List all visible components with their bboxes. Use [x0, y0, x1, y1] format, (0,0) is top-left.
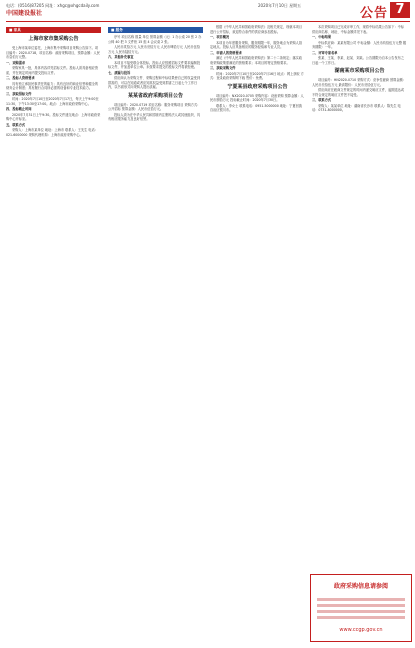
- body-paragraph: 本次采购项目已完成评审工作，现将中标结果公告如下：中标供应商名称、地址、中标金额详见下表。: [312, 25, 405, 34]
- column-2: [108, 25, 203, 645]
- ad-url[interactable]: www.ccgp.gov.cn: [339, 627, 383, 633]
- body-paragraph: 2020年7月31日上午9:30。投标文件递交地点：上海市政府采购中心开标室。: [6, 112, 101, 121]
- body-paragraph: 时间：2020年7月10日至2020年7月16日 地点：网上获取 方式：登录政府采购网下载 售价：免费。: [210, 71, 304, 80]
- columns-container: [6, 25, 410, 645]
- section-heading: 五、联系方式: [6, 122, 26, 127]
- page-header: [0, 0, 415, 14]
- section-heading: 六、其他补充事宜: [108, 55, 134, 59]
- article-headline: 宁夏某县政府采购项目公告: [227, 83, 288, 90]
- body-paragraph: 供应商认为采购文件、采购过程和中标结果使自己的权益受到损害的，可以在知道或者应知其权益受到损害之日起七个工作日内，以书面形式向采购人提出质疑。: [108, 76, 201, 89]
- section-title: 公告: [360, 6, 389, 21]
- body-paragraph: 中标供应商：某某有限公司 中标金额：人民币玖拾伍万元整 服务期限：一年。: [312, 40, 407, 49]
- page-number: 7: [390, 2, 410, 18]
- category-bar: ■ 服务: [108, 27, 203, 33]
- header-contact: 电话：(0516)87205 网址：xhgc@xhgcdaily.com: [6, 3, 100, 8]
- body-paragraph: 采购人：上海市某单位 地址：上海市 联系人：王先生 电话：021-6000000 采购代理机构：上海市政府采购中心。: [6, 128, 98, 137]
- body-paragraph: 受上海市某单位委托，上海市集中采购项目采购公告如下。项目编号：2020-0718，项目名称：政府采购项目，预算金额：人民币壹佰万元整。: [6, 46, 100, 59]
- body-paragraph: 项目编号：NX2020-0705 采购内容：设备采购 预算金额：人民币捌拾万元 投标截止时间：2020年7月30日。: [210, 93, 304, 102]
- header-rule: [6, 21, 410, 22]
- section-heading: 七、质疑与投诉: [108, 70, 131, 75]
- section-heading: 四、投标截止时间: [6, 107, 32, 111]
- category-bar: ■ 家具: [6, 27, 101, 33]
- section-heading: 二、评审专家名单: [312, 50, 338, 55]
- body-paragraph: 满足《中华人民共和国政府采购法》第二十二条规定；落实政府采购政策需满足的资格要求；本项目的特定资格要求。: [210, 56, 303, 65]
- section-heading: 三、获取采购文件: [210, 66, 236, 70]
- ad-box[interactable]: [310, 574, 412, 642]
- column-4: [312, 25, 407, 645]
- body-paragraph: 具有独立承担民事责任的能力；具有良好的商业信誉和健全的财务会计制度；具有履行合同所必需的设备和专业技术能力。: [6, 81, 99, 90]
- article-headline: 上海市家市集采购公告: [28, 36, 79, 42]
- body-paragraph: 时间：2020年7月10日至2020年7月17日，每天上午9:00至11:30，下午13:30至17:00。地点：上海市政府采购中心。: [6, 97, 99, 106]
- body-paragraph: 人民币贰拾万元 人民币叁拾万元 人民币肆拾万元 人民币伍拾万元 人民币陆拾万元。: [108, 45, 200, 54]
- body-paragraph: 本项目不接受联合体投标。投标人应按照招标文件要求编制投标文件，并加盖单位公章。未按要求提交的投标文件将被拒绝。: [108, 60, 201, 69]
- body-paragraph: 采购家具一批，具体内容详见招标文件。投标人须具备相应资质，并在规定时间内提交投标文件。: [6, 66, 99, 75]
- section-heading: 一、中标结果: [312, 35, 332, 39]
- section-heading: 三、联系方式: [312, 98, 332, 102]
- header-date: 2020年7月10日 星期五: [258, 3, 302, 8]
- body-paragraph: 联系人：李女士 联系电话：0951-5000000 地址：宁夏回族自治区银川市。: [210, 103, 303, 112]
- article-headline: 湖南某市采购项目公告: [334, 68, 385, 74]
- body-paragraph: 采购人：某某单位 地址：湖南省长沙市 联系人：陈先生 电话：0731-8000000。: [312, 103, 401, 112]
- body-paragraph: 本项目为年度服务采购，服务期限一年，服务地点为采购人指定地点。投标人应具备相应的服务经验和专业人员。: [210, 40, 303, 49]
- body-paragraph: 投标人须为在中华人民共和国境内注册的法人或其他组织，具有相应服务能力及良好信誉。: [108, 112, 201, 121]
- section-heading: 二、投标人资格要求: [6, 76, 35, 80]
- body-paragraph: 项目编号：2020-0719 项目名称：服务采购项目 采购方式：公开招标 预算金额：人民币伍拾万元。: [108, 102, 201, 111]
- body-paragraph: 张某、王某、李某、赵某、刘某。公告期限为自本公告发布之日起一个工作日。: [312, 56, 405, 65]
- ad-title: 政府采购信息请参阅: [333, 583, 388, 590]
- ad-decoration: [317, 595, 405, 623]
- section-heading: 一、采购需求: [6, 60, 26, 65]
- section-heading: 三、获取招标文件: [6, 91, 32, 96]
- column-1: [6, 25, 101, 645]
- section-heading: 一、项目概况: [210, 35, 230, 39]
- body-paragraph: 项目编号：HN2020-0710 采购方式：竞争性磋商 预算金额：人民币叁拾伍万元 最高限价：人民币叁拾伍万元。: [312, 78, 406, 87]
- body-paragraph: 序号 项目名称 数量 单位 预算金额（元）1 办公桌 20 张 2 办公椅 40 把 3 文件柜 15 组 4 会议桌 2 张。: [108, 35, 202, 44]
- body-paragraph: 根据《中华人民共和国政府采购法》及相关规定，现就本项目进行公开招标，欢迎符合条件的供应商参加投标。: [210, 25, 303, 34]
- article-headline: 某某省政府采购项目公告: [127, 92, 183, 99]
- section-heading: 二、申请人的资格要求: [210, 50, 242, 55]
- masthead-logo: 中国建设报社: [6, 10, 43, 17]
- body-paragraph: 供应商应在磋商文件规定的时间内递交响应文件，逾期送达或不符合规定的响应文件恕不接受。: [312, 88, 405, 97]
- column-3: [210, 25, 305, 645]
